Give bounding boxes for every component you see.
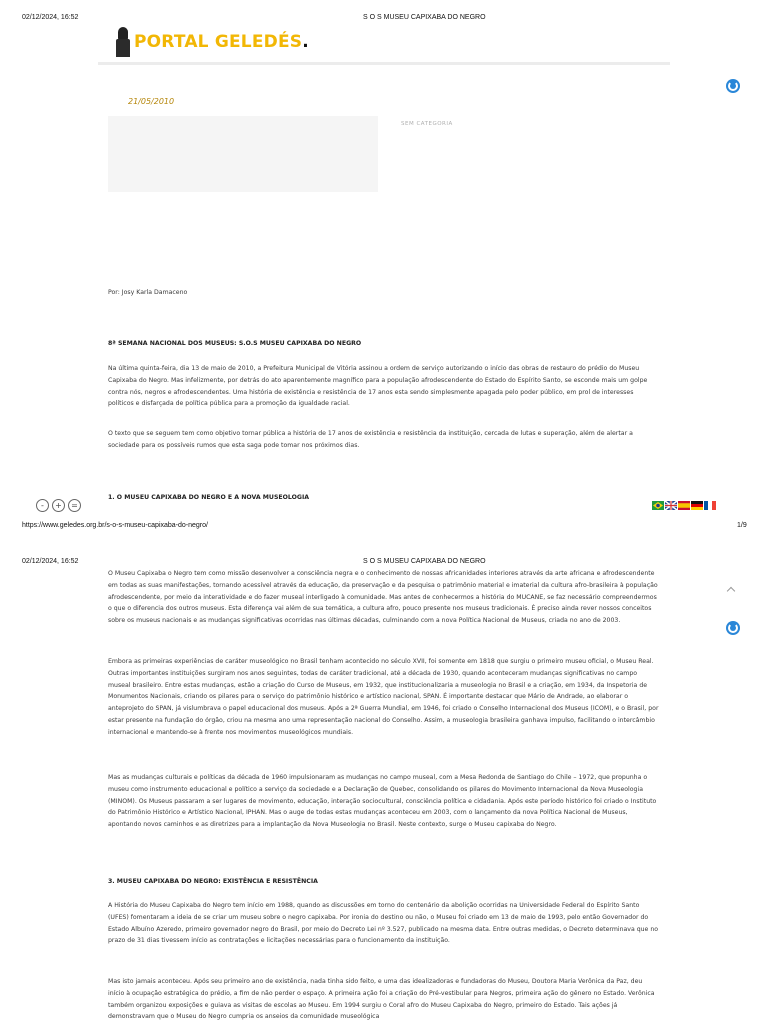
logo-dot: . (302, 32, 309, 52)
paragraph-5: Mas as mudanças culturais e políticas da década de 1960 impulsionaram as mudanças no campo museal, com a Mesa Redonda de Santiago do Chile – 1972, que propunha o museu como instrumento educacional e político a serviço da sociedade e a Declaração de Quebec, consolidando os pilares do Movimento Internacional da Nova Museologia (MINOM). Os Museus passaram a ser lugares de movimento, educação, interação sociocultural, consciência política e cidadania. Após este período histórico foi criado o Instituto do Patrimônio Histórico e Artístico Nacional, IPHAN. Mas o auge de todas estas mudanças aconteceu em 2003, com o lançamento da nova Política Nacional de Museus, apontando novos caminhos e as diretrizes para a implantação da Nova Museologia no Brasil. Neste contexto, surge o Museu capixaba do Negro. (108, 774, 657, 829)
flag-brazil-icon[interactable] (652, 501, 664, 510)
scroll-to-top-chevron-icon[interactable] (726, 585, 736, 595)
print-timestamp: 02/12/2024, 16:52 (22, 14, 79, 21)
paragraph-4: Embora as primeiras experiências de caráter museológico no Brasil tenham acontecido no século XVII, foi somente em 1818 que surgiu o primeiro museu oficial, o Museu Real. Outras importantes instituições surgiram nos anos seguintes, todas de caráter tradicional, até a década de 1930, quando aconteceram mudanças significativas no campo museal brasileiro. Entre estas mudanças, estão a criação do Curso de Museus, em 1932, que institucionalizaria a museologia no Brasil e a criação, em 1934, da Inspetoria de Monumentos Nacionais, criando os pilares para o serviço do patrimônio histórico e artístico nacional, SPAN. É importante destacar que Mário de Andrade, ao elaborar o anteprojeto do SPAN, já vislumbrava o papel educacional dos museus. Após a 2ª Guerra Mundial, em 1946, foi criado o Conselho Internacional dos Museus (ICOM), e o Brasil, por estar presente na fundação do órgão, criou na mesma ano uma representação nacional do Conselho. Assim, a museologia brasileira ganhava impulso, facilitando o intercâmbio internacional e mantendo-se à frente nos movimentos museológicos mundiais. (108, 658, 659, 736)
flag-france-icon[interactable] (704, 501, 716, 510)
paragraph-2: O texto que se seguem tem como objetivo tornar pública a história de 17 anos de existência e resistência da instituição, cercada de lutas e superação, além de alertar a sociedade para os possíveis rumos que esta saga pode tomar nos próximos dias. (108, 430, 633, 449)
print-title-page-2: S O S MUSEU CAPIXABA DO NEGRO (363, 558, 486, 565)
flag-germany-icon[interactable] (691, 501, 703, 510)
paragraph-3: O Museu Capixaba o Negro tem como missão desenvolver a consciência negra e o conhecimento de nossas africanidades interiores através da arte africana e afrodescendente em todas as suas manifestações, tornando acessível através da educação, da preservação e da pesquisa o patrimônio material e imaterial da cultura afro-brasileira à população afrodescendente, por meio da interatividade e do fazer museal interligado à comunidade. Mas antes de conhecermos a história do MUCANE, se faz necessário compreendermos o que o diferencia dos outros museus. Esta diferença vai além de sua temática, a cultura afro, pouco presente nos museus tradicionais. É preciso ainda rever nossos conceitos sobre os museus nacionais e as mudanças significativas ocorridas nas últimas décadas, culminando com a nova Política Nacional de Museus, criada no ano de 2003. (108, 570, 658, 625)
print-timestamp-page-2: 02/12/2024, 16:52 (22, 558, 79, 565)
featured-image (108, 116, 378, 192)
section-heading-1: 1. O MUSEU CAPIXABA DO NEGRO E A NOVA MUSEOLOGIA (108, 494, 310, 501)
paragraph-7: Mas isto jamais aconteceu. Após seu primeiro ano de existência, nada tinha sido feito, e uma das idealizadoras e fundadoras do Museu, Doutora Maria Verônica da Paz, deu início à ocupação estratégica do prédio, a fim de não perder o espaço. A primeira ação foi a criação do Pré-vestibular para Negros, primeira ação do gênero no Estado. Verônica também organizou exposições e guiava as visitas de escolas ao Museu. Em 1994 surgiu o Coral afro do Museu Capixaba do Negro, primeiro do Estado. Tais ações já demonstravam que o Museu do Negro cumpria os anseios da comunidade museológica (108, 978, 655, 1021)
increase-font-button[interactable]: + (52, 499, 65, 512)
page-break (0, 533, 768, 553)
header-divider (98, 62, 670, 65)
site-logo[interactable] (116, 26, 309, 58)
main-heading: 8ª SEMANA NACIONAL DOS MUSEUS: S.O.S MUSEU CAPIXABA DO NEGRO (108, 340, 362, 347)
print-page-number: 1/9 (737, 522, 747, 529)
print-url: https://www.geledes.org.br/s-o-s-museu-capixaba-do-negro/ (22, 522, 208, 529)
decrease-font-button[interactable]: - (36, 499, 49, 512)
logo-bust-icon (116, 27, 130, 57)
print-title: S O S MUSEU CAPIXABA DO NEGRO (363, 14, 486, 21)
post-category[interactable]: SEM CATEGORIA (401, 121, 453, 127)
paragraph-1: Na última quinta-feira, dia 13 de maio de 2010, a Prefeitura Municipal de Vitória assinou a ordem de serviço autorizando o início das obras de restauro do prédio do Museu Capixaba do Negro. Mas infelizmente, por detrás do ato aparentemente magnífico para a população afrodescendente do Estado do Espírito Santo, se esconde mais um golpe contra nós, negros e afrodescendentes. Uma história de existência e resistência de 17 anos esta sendo simplesmente apagada pelo poder público, em prol de interesses políticos e disfarçada de política pública para a promoção da igualdade racial. (108, 365, 648, 408)
flag-uk-icon[interactable] (665, 501, 677, 510)
section-heading-3: 3. MUSEU CAPIXABA DO NEGRO: EXISTÊNCIA E RESISTÊNCIA (108, 878, 318, 885)
byline: Por: Josy Karla Damaceno (108, 289, 188, 296)
language-flags (652, 501, 716, 510)
floating-action-icon-page-2[interactable] (726, 621, 740, 635)
reset-font-button[interactable]: = (68, 499, 81, 512)
font-size-tools (36, 499, 81, 512)
logo-text: PORTAL GELEDÉS (134, 32, 303, 52)
paragraph-6: A História do Museu Capixaba do Negro tem início em 1988, quando as discussões em torno do centenário da abolição ocorridas na Universidade Federal do Espírito Santo (UFES) fomentaram a ideia de se criar um museu sobre o negro capixaba. Por ironia do destino ou não, o Museu foi criado em 13 de maio de 1993, pelo então Governador do Estado Albuíno Azeredo, primeiro governador negro do Brasil, por meio do Decreto Lei nº 3.527, publicado na mesma data. Entre outras medidas, o Decreto determinava que no prazo de 31 dias tivessem início as contratações e licitações necessárias para o funcionamento da instituição. (108, 902, 659, 945)
floating-action-icon[interactable] (726, 79, 740, 93)
post-date: 21/05/2010 (128, 97, 175, 106)
flag-spain-icon[interactable] (678, 501, 690, 510)
